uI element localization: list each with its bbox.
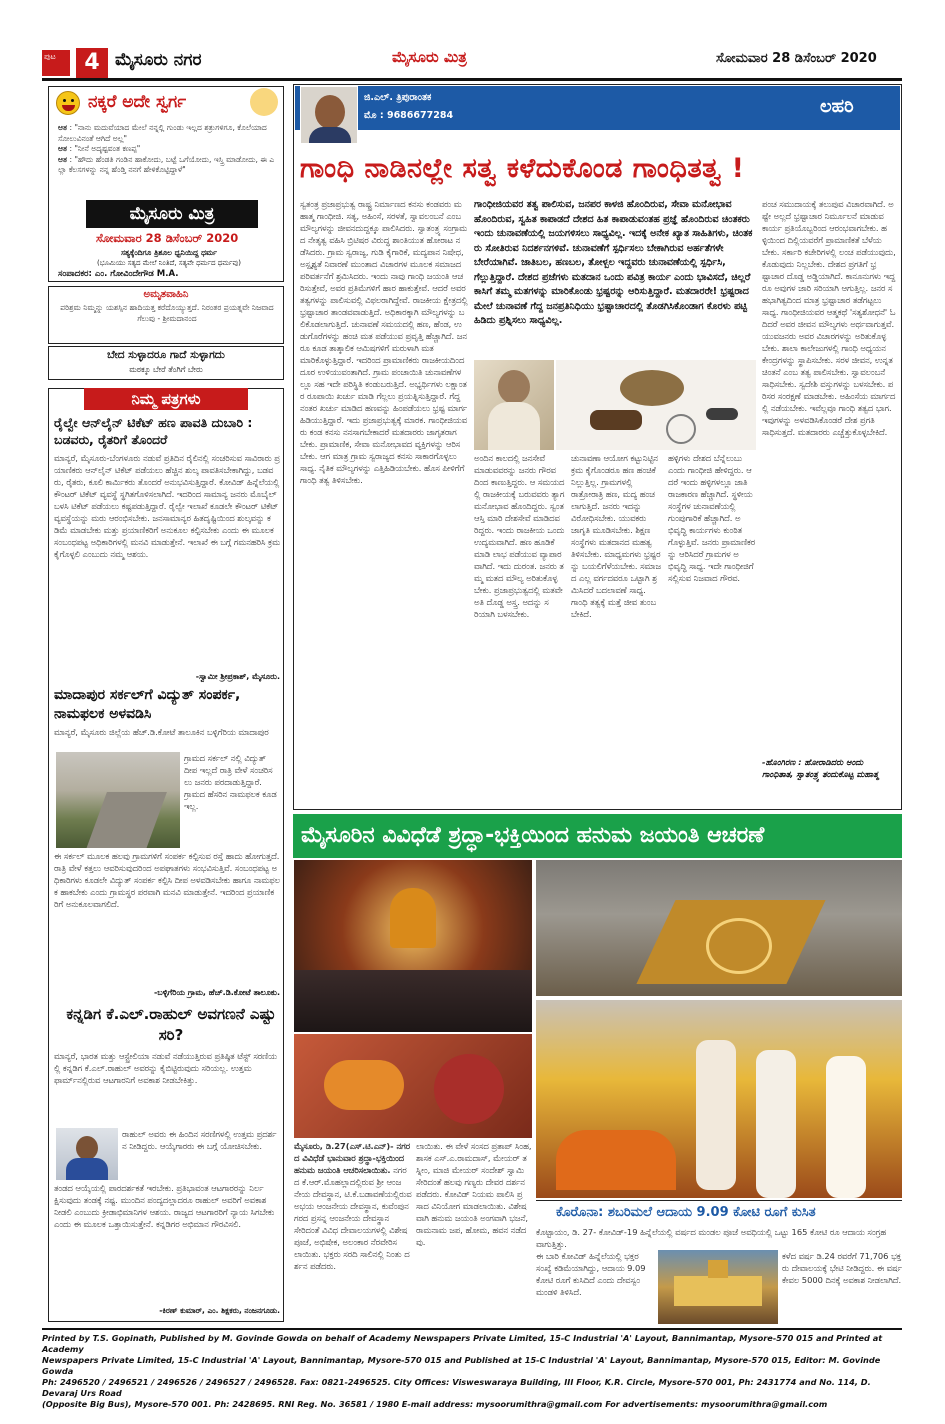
joke-list — [58, 123, 280, 177]
korona-col2: ಕಳೆದ ವರ್ಷ ಡಿ.24 ರವರೆಗೆ 71,706 ಭಕ್ತರು ದೇವಾಲಯಕ್ಕೆ ಭೇಟಿ ನೀಡಿದ್ದರು. ಈ ವರ್ಷ ಕೇವಲ 5000 ದಿನಕ್ಕೆ ಅವಕಾಶ ನೀಡಲಾಗಿದೆ. — [782, 1251, 902, 1285]
letter3-title: ಕನ್ನಡಿಗ ಕೆ.ಎಲ್.ರಾಹುಲ್ ಅವಗಣನೆ ಎಷ್ಟು ಸರಿ? — [66, 1005, 276, 1044]
rangoli-photo — [536, 860, 902, 996]
editor-line: ಸಂಪಾದಕರ: ಎಂ. ಗೋವಿಂದೇಗೌಡ M.A. — [58, 269, 179, 279]
letter1-sign: -ಸ್ವಾಮೀ ಶ್ರೀಪ್ರಕಾಶ್, ಮೈಸೂರು. — [195, 672, 280, 681]
author-phone: ಮೊ : 9686677284 — [364, 110, 454, 121]
lahari-col1: ಸ್ವತಂತ್ರ ಪ್ರಜಾಪ್ರಭುತ್ವ ರಾಷ್ಟ್ರ ನಿರ್ಮಾಣದ ಕನಸು ಕಂಡವರು ಮಹಾತ್ಮ ಗಾಂಧೀಜಿ. ಸತ್ಯ, ಅಹಿಂಸೆ, ಸರಳತೆ, ಸ್ವಾವಲಂಬನೆ ಎಂಬ ಮೌಲ್ಯಗಳನ್ನು ಜೀವನದುದ್ದಕ್ಕೂ ಪಾಲಿಸಿದರು. ಸ್ವಾತಂತ್ರ್ಯ ಸಂಗ್ರಾಮದ ನೇತೃತ್ವ ವಹಿಸಿ ಬ್ರಿಟಿಷರ ವಿರುದ್ಧ ಶಾಂತಿಯುತ ಹೋರಾಟ ನಡೆಸಿದರು. ಗ್ರಾಮ ಸ್ವರಾಜ್ಯ, ಗುಡಿ ಕೈಗಾರಿಕೆ, ಮದ್ಯಪಾನ ನಿಷೇಧ, ಅಸ್ಪೃಶ್ಯತೆ ನಿವಾರಣೆ ಮುಂತಾದ ವಿಚಾರಗಳ ಮೂಲಕ ಸಮಾಜದ ಪರಿವರ್ತನೆಗೆ ಶ್ರಮಿಸಿದರು. ಇಂದು ನಾವು ಗಾಂಧಿ ಜಯಂತಿ ಆಚರಿಸುತ್ತೇವೆ, ಅವರ ಪ್ರತಿಮೆಗಳಿಗೆ ಹಾರ ಹಾಕುತ್ತೇವೆ. ಆದರೆ ಅವರ ತತ್ವಗಳನ್ನು ಪಾಲಿಸುವಲ್ಲಿ ವಿಫಲರಾಗಿದ್ದೇವೆ. ರಾಜಕೀಯ ಕ್ಷೇತ್ರದಲ್ಲಿ ಭ್ರಷ್ಟಾಚಾರ ತಾಂಡವವಾಡುತ್ತಿದೆ. ಅಧಿಕಾರಕ್ಕಾಗಿ ಮೌಲ್ಯಗಳನ್ನು ಬಲಿಕೊಡಲಾಗುತ್ತಿದೆ. ಚುನಾವಣೆ ಸಮಯದಲ್ಲಿ ಹಣ, ಹೆಂಡ, ಉಡುಗೊರೆಗಳನ್ನು ಹಂಚಿ ಮತ ಪಡೆಯುವ ಪ್ರವೃತ್ತಿ ಹೆಚ್ಚಾಗಿದೆ. ಜನರೂ ಕೂಡ ತಾತ್ಕಾಲಿಕ ಆಮಿಷಗಳಿಗೆ ಮರುಳಾಗಿ ಮತ ಮಾರಿಕೊಳ್ಳುತ್ತಿದ್ದಾರೆ. ಇದರಿಂದ ಪ್ರಾಮಾಣಿಕರು ರಾಜಕೀಯದಿಂದ ದೂರ ಉಳಿಯುವಂತಾಗಿದೆ. ಗ್ರಾಮ ಪಂಚಾಯಿತಿ ಚುನಾವಣೆಗಳಲ್ಲೂ ಸಹ ಇದೇ ಪರಿಸ್ಥಿತಿ ಕಂಡುಬರುತ್ತಿದೆ. ಅಭ್ಯರ್ಥಿಗಳು ಲಕ್ಷಾಂತರ ರೂಪಾಯಿ ಖರ್ಚು ಮಾಡಿ ಗೆಲ್ಲಲು ಪ್ರಯತ್ನಿಸುತ್ತಿದ್ದಾರೆ. ಗೆದ್ದ ನಂತರ ಖರ್ಚು ಮಾಡಿದ ಹಣವನ್ನು ಹಿಂಪಡೆಯಲು ಭ್ರಷ್ಟ ಮಾರ್ಗ ಹಿಡಿಯುತ್ತಿದ್ದಾರೆ. ಇದು ಪ್ರಜಾಪ್ರಭುತ್ವಕ್ಕೆ ಮಾರಕ. ಗಾಂಧೀಜಿಯವರು ಕಂಡ ಕನಸು ನನಸಾಗಬೇಕಾದರೆ ಮತದಾರರು ಜಾಗೃತರಾಗಬೇಕು. ಪ್ರಾಮಾಣಿಕ, ಸೇವಾ ಮನೋಭಾವದ ವ್ಯಕ್ತಿಗಳನ್ನು ಆರಿಸಬೇಕು. ಆಗ ಮಾತ್ರ ಗ್ರಾಮ ಸ್ವರಾಜ್ಯದ ಕನಸು ಸಾಕಾರಗೊಳ್ಳಲು ಸಾಧ್ಯ. ನೈತಿಕ ಮೌಲ್ಯಗಳನ್ನು ಎತ್ತಿಹಿಡಿಯಬೇಕು. ಹೊಸ ಪೀಳಿಗೆಗೆ ಗಾಂಧಿ ತತ್ವ ತಿಳಿಸಬೇಕು. — [300, 199, 468, 485]
masthead-logo: ಮೈಸೂರು ಮಿತ್ರ — [86, 200, 258, 228]
signoff-label: -ಹೊಂಗಿರಣ : — [762, 757, 802, 767]
joke-line: ಆತ : "ನಾನು ಮದುವೆಯಾದ ಮೇಲೆ ನನ್ನಲ್ಲಿ ಗುಂಡು ಇಲ್ಲದ ಶತ್ರುಗಳಿಗೂ, ಕೊಲೆಯಾದ ಸೋಲುವಿನಂತೆ ಆಗಿದೆ ಅಲ್ಲ" — [58, 123, 267, 143]
letters-title: ನಿಮ್ಮ ಪತ್ರಗಳು — [84, 388, 248, 410]
hanuma-col2: ಲಾಯಿತು. ಈ ವೇಳೆ ಸಂಸದ ಪ್ರತಾಪ್ ಸಿಂಹ, ಶಾಸಕ ಎಸ್.ಎ.ರಾಮದಾಸ್, ಮೇಯರ್ ತಸ್ನೀಂ, ಮಾಜಿ ಮೇಯರ್ ಸಂದೇಶ್ ಸ್ವಾಮಿ ಸೇರಿದಂತೆ ಹಲವು ಗಣ್ಯರು ದೇವರ ದರ್ಶನ ಪಡೆದರು. ಕೋವಿಡ್ ನಿಯಮ ಪಾಲಿಸಿ ಪ್ರಸಾದ ವಿನಿಯೋಗ ಮಾಡಲಾಯಿತು. ವಿಶೇಷವಾಗಿ ಹನುಮ ಜಯಂತಿ ಅಂಗವಾಗಿ ಭಜನೆ, ರಾಮನಾಮ ಜಪ, ಹೋಮ, ಹವನ ನಡೆದವು. — [416, 1141, 532, 1247]
temple-photo — [294, 860, 532, 1032]
hanuma-col1: ಮೈಸೂರು, ಡಿ.27(ಎಸ್.ಟಿ.ಎನ್)- ನಗರದ ವಿವಿಧೆಡೆ ಭಾನುವಾರ ಶ್ರದ್ಧಾ-ಭಕ್ತಿಯಿಂದ ಹನುಮ ಜಯಂತಿ ಆಚರಿಸಲಾಯಿತು. ನಗರದ ಕೆ.ಆರ್.ಮೊಹಲ್ಲಾದಲ್ಲಿರುವ ಶ್ರೀ ಆಂಜನೇಯ ದೇವಸ್ಥಾನ, ಟಿ.ಕೆ.ಬಡಾವಣೆಯಲ್ಲಿರುವ ಅಭಯ ಆಂಜನೇಯ ದೇವಸ್ಥಾನ, ಕುವೆಂಪುನಗರದ ಪ್ರಸನ್ನ ಆಂಜನೇಯ ದೇವಸ್ಥಾನ ಸೇರಿದಂತೆ ವಿವಿಧ ದೇವಾಲಯಗಳಲ್ಲಿ ವಿಶೇಷ ಪೂಜೆ, ಅಭಿಷೇಕ, ಅಲಂಕಾರ ನೆರವೇರಿಸಲಾಯಿತು. ಭಕ್ತರು ಸರದಿ ಸಾಲಿನಲ್ಲಿ ನಿಂತು ದರ್ಶನ ಪಡೆದರು. — [294, 1141, 412, 1271]
letter2-sign: -ಬಳ್ಳಿಗೆರಿಯ ಗ್ರಾಮ, ಹೆಚ್.ಡಿ.ಕೋಟೆ ತಾಲೂಕು. — [153, 988, 280, 997]
masthead-sub2: (ಭೂಮಿಯು ಸತ್ಯದ ಮೇಲೆ ನಿಂತಿದೆ, ಸತ್ಯವೇ ಧರ್ಮದ ಧರ್ಮವು) — [97, 259, 241, 267]
road-photo — [56, 752, 180, 848]
masthead-center: ಮೈಸೂರು ಮಿತ್ರ — [392, 48, 467, 66]
letter3-side: ರಾಹುಲ್ ಅವರು ಈ ಹಿಂದಿನ ಸರಣಿಗಳಲ್ಲಿ ಉತ್ತಮ ಪ್ರದರ್ಶನ ನೀಡಿದ್ದರು. ಆಯ್ಕೆಗಾರರು ಈ ಬಗ್ಗೆ ಯೋಚಿಸಬೇಕು. — [122, 1129, 277, 1151]
letter2-side: ಗ್ರಾಮದ ಸರ್ಕಲ್ ನಲ್ಲಿ ವಿದ್ಯುತ್ ದೀಪ ಇಲ್ಲದೆ ರಾತ್ರಿ ವೇಳೆ ಸಂಚರಿಸಲು ಜನರು ಪರದಾಡುತ್ತಿದ್ದಾರೆ. ಗ್ರಾಮದ ಹೆಸರಿನ ನಾಮಫಲಕ ಕೂಡ ಇಲ್ಲ. — [184, 753, 277, 811]
hanuma-banner: ಮೈಸೂರಿನ ವಿವಿಧೆಡೆ ಶ್ರದ್ಧಾ-ಭಕ್ತಿಯಿಂದ ಹನುಮ ಜಯಂತಿ ಆಚರಣೆ — [293, 814, 902, 858]
pooja-photo — [294, 1034, 532, 1138]
column-name: ಲಹರಿ — [820, 96, 854, 117]
letter2-intro: ಮಾನ್ಯರೆ, ಮೈಸೂರು ಜಿಲ್ಲೆಯ ಹೆಚ್.ಡಿ.ಕೋಟೆ ತಾಲೂಕಿನ ಬಳ್ಳಿಗೆರಿಯ ಮಾದಾಪುರ — [54, 727, 269, 737]
lahari-col4: ಹಳ್ಳಿಗಳು ದೇಶದ ಬೆನ್ನೆಲುಬು ಎಂದು ಗಾಂಧೀಜಿ ಹೇಳಿದ್ದರು. ಆದರೆ ಇಂದು ಹಳ್ಳಿಗಳಲ್ಲೂ ಜಾತಿ ರಾಜಕಾರಣ ಹೆಚ್ಚಾಗಿದೆ. ಸ್ಥಳೀಯ ಸಂಸ್ಥೆಗಳ ಚುನಾವಣೆಯಲ್ಲಿ ಗುಂಪುಗಾರಿಕೆ ಹೆಚ್ಚಾಗಿದೆ. ಅಭಿವೃದ್ಧಿ ಕಾರ್ಯಗಳು ಕುಂಠಿತಗೊಳ್ಳುತ್ತಿವೆ. ಜನರು ಪ್ರಾಮಾಣಿಕರನ್ನು ಆರಿಸಿದರೆ ಗ್ರಾಮಗಳ ಅಭಿವೃದ್ಧಿ ಸಾಧ್ಯ. ಇದೇ ಗಾಂಧೀಜಿಗೆ ಸಲ್ಲಿಸುವ ನಿಜವಾದ ಗೌರವ. — [668, 453, 756, 583]
lahari-col3: ಚುನಾವಣಾ ಆಯೋಗ ಕಟ್ಟುನಿಟ್ಟಿನ ಕ್ರಮ ಕೈಗೊಂಡರೂ ಹಣ ಹಂಚಿಕೆ ನಿಲ್ಲುತ್ತಿಲ್ಲ. ಗ್ರಾಮಗಳಲ್ಲಿ ರಾತ್ರೋರಾತ್ರಿ ಹಣ, ಮದ್ಯ ಹಂಚಲಾಗುತ್ತಿದೆ. ಜನರು ಇದನ್ನು ವಿರೋಧಿಸಬೇಕು. ಯುವಕರು ಜಾಗೃತಿ ಮೂಡಿಸಬೇಕು. ಶಿಕ್ಷಣ ಸಂಸ್ಥೆಗಳು ಮತದಾನದ ಮಹತ್ವ ತಿಳಿಸಬೇಕು. ಮಾಧ್ಯಮಗಳು ಭ್ರಷ್ಟರನ್ನು ಬಯಲಿಗೆಳೆಯಬೇಕು. ಸಮಾಜದ ಎಲ್ಲ ವರ್ಗದವರೂ ಒಟ್ಟಾಗಿ ಶ್ರಮಿಸಿದರೆ ಬದಲಾವಣೆ ಸಾಧ್ಯ. ಗಾಂಧಿ ತತ್ವಕ್ಕೆ ಮತ್ತೆ ಜೀವ ತುಂಬಬೇಕಿದೆ. — [571, 453, 661, 619]
letter2-body: ಈ ಸರ್ಕಲ್ ಮೂಲಕ ಹಲವು ಗ್ರಾಮಗಳಿಗೆ ಸಂಪರ್ಕ ಕಲ್ಪಿಸುವ ರಸ್ತೆ ಹಾದು ಹೋಗುತ್ತದೆ. ರಾತ್ರಿ ವೇಳೆ ಕತ್ತಲು ಆವರಿಸುವುದರಿಂದ ಅಪಘಾತಗಳು ಸಂಭವಿಸುತ್ತಿವೆ. ಸಂಬಂಧಪಟ್ಟ ಅಧಿಕಾರಿಗಳು ಕೂಡಲೇ ವಿದ್ಯುತ್ ಸಂಪರ್ಕ ಕಲ್ಪಿಸಿ ದೀಪ ಅಳವಡಿಸಬೇಕು ಹಾಗೂ ನಾಮಫಲಕ ಹಾಕಬೇಕು ಎಂದು ಗ್ರಾಮಸ್ಥರ ಪರವಾಗಿ ಮನವಿ ಮಾಡುತ್ತೇನೆ. ಇದರಿಂದ ಪ್ರಯಾಣಿಕರಿಗೆ ಅನುಕೂಲವಾಗಲಿದೆ. — [54, 851, 280, 909]
imprint-line: Newspapers Private Limited, 15-C Industrial 'A' Layout, Bannimantap, Mysore-570 015 and Published at 15-C Industrial 'A' Layout, Bannimantap, Mysore-570 015, Editor: M. Govinde Gowda — [42, 1355, 881, 1376]
header-date: ಸೋಮವಾರ 28 ಡಿಸೆಂಬರ್ 2020 — [716, 51, 877, 66]
header-rule — [42, 78, 902, 81]
sabarimala-photo — [658, 1250, 778, 1324]
joke-line: ಆತ : "ನೀನೆ ಅದೃಷ್ಟವಂತ ಕಣಪ್ಪ" — [58, 144, 141, 153]
masthead-sub1: ಸತ್ಯಕ್ಕೆಂದಿಗೂ ತ್ರಿಶೂಲ ಧ್ವನಿಯಿದ್ದ ಧರ್ಮ — [120, 248, 218, 257]
korona-dateline: ಕೊಟ್ಟಾಯಂ, ಡಿ. 27- ಕೋವಿಡ್-19 ಹಿನ್ನೆಲೆಯಲ್ಲಿ ವರ್ಷದ ಮಂಡಲ ಪೂಜೆ ಅವಧಿಯಲ್ಲಿ ಒಟ್ಟು 165 ಕೋಟಿ ರೂ ಆದಾಯ ಸಂಗ್ರಹವಾಗುತ್ತಿತ್ತು. — [536, 1227, 887, 1249]
joke-line: ಆತ : "ಹೌದು ಹೆಂಡತಿ ಗಂಡಿನ ಹಾಕೋದು, ಬಟ್ಟೆ ಒಗೆಯೋದು, ಇಸ್ತ್ರಿ ಮಾಡೋದು, ಈ ಎಲ್ಲಾ ಕೆಲಸಗಳನ್ನು ನನ್ನ ಹೆಂಡ್ತಿ ನನಗೆ ಹೇಳಿಕೊಟ್ಟಿದ್ದಾಳೆ" — [58, 154, 275, 174]
proverb: ಬೇದ ಸುಳ್ಳಾದರೂ ಗಾದೆ ಸುಳ್ಳಾಗದು — [107, 349, 225, 361]
lahari-headline: ಗಾಂಧಿ ನಾಡಿನಲ್ಲೇ ಸತ್ವ ಕಳೆದುಕೊಂಡ ಗಾಂಧಿತತ್ವ ! — [300, 153, 745, 184]
amrutha-text: ಪರಿಶ್ರಮ ನಿಮ್ಮನ್ನು ಯಶಸ್ಸಿನ ಹಾದಿಯತ್ತ ಕರೆದೊಯ್ಯುತ್ತದೆ. ನಿರಂತರ ಪ್ರಯತ್ನವೇ ನಿಜವಾದ ಗೆಲುವು - ಶ್ರೀಮದಾನಂದ — [60, 303, 274, 323]
page-word: ಪುಟ — [44, 52, 56, 61]
section-title: ಮೈಸೂರು ನಗರ — [115, 50, 202, 70]
cartoon-icon — [250, 88, 278, 116]
imprint-line: Printed by T.S. Gopinath, Published by M. Govinde Gowda on behalf of Academy Newspapers Private Limited, 15-C Industrial 'A' Layout, Bannimantap, Mysore-570 015 and Printed at Academy — [42, 1333, 883, 1354]
korona-title: ಕೊರೊನಾ: ಶಬರಿಮಲೆ ಆದಾಯ 9.09 ಕೋಟಿ ರೂಗೆ ಕುಸಿತ — [536, 1200, 902, 1224]
nakkare-title: ನಕ್ಕರೆ ಅದೇ ಸ್ವರ್ಗ — [88, 92, 187, 112]
laughing-face-icon — [56, 91, 80, 115]
letter3-sign: -ಕಿರಣ್ ಕುಮಾರ್, ಎಂ. ಶಿಕ್ಷಕರು, ನಂಜನಗೂಡು. — [159, 1306, 280, 1315]
korona-col1: ಈ ಬಾರಿ ಕೋವಿಡ್ ಹಿನ್ನೆಲೆಯಲ್ಲಿ ಭಕ್ತರ ಸಂಖ್ಯೆ ಕಡಿಮೆಯಾಗಿದ್ದು, ಆದಾಯ 9.09 ಕೋಟಿ ರೂಗೆ ಕುಸಿದಿದೆ ಎಂದು ದೇವಸ್ವಂ ಮಂಡಳಿ ತಿಳಿಸಿದೆ. — [536, 1251, 646, 1297]
gandhi-photo — [474, 360, 554, 450]
imprint-line: Ph: 2496520 / 2496521 / 2496526 / 2496527 / 2496528. Fax: 0821-2496525. City Offices: Visweswaraya Building, III Floor, K.R. Circle, Mysore-570 001, Ph: 2431774 and No. 114, D. Devaraj Urs Road — [42, 1377, 871, 1398]
lahari-signoff — [762, 756, 896, 780]
imprint-line: (Opposite Big Bus), Mysore-570 001. Ph: 2428695. RNI Reg. No. 36581 / 1980 E-mail address: mysoorumithra@gmail.com For advertisements: mysoorumithra@gmail.com — [42, 1399, 828, 1409]
homa-photo — [536, 1000, 902, 1198]
author-photo — [300, 86, 358, 144]
signoff-text: ಹೋರಾಡಿದರು ಅಂದು ಗಾಂಧಿತಾತ, ಸ್ವಾತಂತ್ರ್ಯ ತಂದುಕೊಟ್ಟ ಮಹಾತ್ಮ — [762, 757, 879, 779]
letter1-title: ರೈಲ್ವೇ ಆನ್‌ಲೈನ್ ಟಿಕೆಟ್ ಹಣ ಪಾವತಿ ದುಬಾರಿ : ಬಡವರು, ರೈತರಿಗೆ ತೊಂದರೆ — [54, 415, 253, 447]
letter1-body: ಮಾನ್ಯರೆ, ಮೈಸೂರು-ಬೆಂಗಳೂರು ನಡುವೆ ಪ್ರತಿದಿನ ರೈಲಿನಲ್ಲಿ ಸಂಚರಿಸುವ ಸಾವಿರಾರು ಪ್ರಯಾಣಿಕರು ಆನ್‌ಲೈನ್ ಟಿಕೆಟ್ ಪಡೆಯಲು ಹೆಚ್ಚಿನ ಶುಲ್ಕ ಪಾವತಿಸಬೇಕಾಗಿದ್ದು, ಬಡವರು, ರೈತರು, ಕೂಲಿ ಕಾರ್ಮಿಕರು ತೊಂದರೆ ಅನುಭವಿಸುತ್ತಿದ್ದಾರೆ. ಕೋವಿಡ್ ಹಿನ್ನೆಲೆಯಲ್ಲಿ ಕೌಂಟರ್ ಟಿಕೆಟ್ ವ್ಯವಸ್ಥೆ ಸ್ಥಗಿತಗೊಳಿಸಲಾಗಿದೆ. ಇದರಿಂದ ಸಾಮಾನ್ಯ ಜನರು ಮೊಬೈಲ್ ಬಳಸಿ ಟಿಕೆಟ್ ಪಡೆಯಲು ಕಷ್ಟಪಡುತ್ತಿದ್ದಾರೆ. ರೈಲ್ವೇ ಇಲಾಖೆ ಕೂಡಲೇ ಕೌಂಟರ್ ಟಿಕೆಟ್ ವ್ಯವಸ್ಥೆಯನ್ನು ಮರು ಆರಂಭಿಸಬೇಕು. ಜನಸಾಮಾನ್ಯರ ಹಿತದೃಷ್ಟಿಯಿಂದ ಶುಲ್ಕವನ್ನು ಕಡಿಮೆ ಮಾಡಬೇಕು ಮತ್ತು ಪ್ರಯಾಣಿಕರಿಗೆ ಅನುಕೂಲ ಕಲ್ಪಿಸಬೇಕು ಎಂದು ಈ ಮೂಲಕ ಸಂಬಂಧಪಟ್ಟ ಅಧಿಕಾರಿಗಳಲ್ಲಿ ಮನವಿ ಮಾಡುತ್ತೇನೆ. ಇಲಾಖೆ ಈ ಬಗ್ಗೆ ಗಮನಹರಿಸಿ ಕ್ರಮ ಕೈಗೊಳ್ಳಲಿ ಎಂಬುದು ನಮ್ಮ ಆಶಯ. — [54, 453, 280, 559]
author-name: ಜಿ.ಎಲ್. ತ್ರಿಪುರಾಂತಕ — [364, 92, 432, 103]
lahari-col2: ಅಂದಿನ ಕಾಲದಲ್ಲಿ ಜನಸೇವೆ ಮಾಡುವವರನ್ನು ಜನರು ಗೌರವದಿಂದ ಕಾಣುತ್ತಿದ್ದರು. ಆ ಸಮಯದಲ್ಲಿ ರಾಜಕೀಯಕ್ಕೆ ಬರುವವರು ತ್ಯಾಗ ಮನೋಭಾವ ಹೊಂದಿದ್ದರು. ಸ್ವಂತ ಆಸ್ತಿ ಮಾರಿ ದೇಶಸೇವೆ ಮಾಡಿದವರಿದ್ದರು. ಇಂದು ರಾಜಕೀಯ ಒಂದು ಉದ್ಯಮವಾಗಿದೆ. ಹಣ ಹೂಡಿಕೆ ಮಾಡಿ ಲಾಭ ಪಡೆಯುವ ವ್ಯಾಪಾರವಾಗಿದೆ. ಇದು ದುರಂತ. ಜನರು ತಮ್ಮ ಮತದ ಮೌಲ್ಯ ಅರಿತುಕೊಳ್ಳಬೇಕು. ಪ್ರಜಾಪ್ರಭುತ್ವದಲ್ಲಿ ಮತವೇ ಅತಿ ದೊಡ್ಡ ಅಸ್ತ್ರ. ಅದನ್ನು ಸರಿಯಾಗಿ ಬಳಸಬೇಕು. — [474, 453, 565, 619]
rahul-photo — [56, 1128, 118, 1180]
lahari-col5: ಪಂಚ ಸಮುದಾಯಕ್ಕೆ ತಲುಪುವ ವಿಚಾರವಾಗಿದೆ. ಅಷ್ಟೇ ಅಲ್ಲದೆ ಭ್ರಷ್ಟಾಚಾರ ನಿರ್ಮೂಲನೆ ಮಾಡುವ ಕಾರ್ಯ ಪ್ರತಿಯೊಬ್ಬರಿಂದ ಆರಂಭವಾಗಬೇಕು. ಹಳ್ಳಿಯಿಂದ ದಿಲ್ಲಿಯವರೆಗೆ ಪ್ರಾಮಾಣಿಕತೆ ಬೆಳೆಯಬೇಕು. ಸರ್ಕಾರಿ ಕಚೇರಿಗಳಲ್ಲಿ ಲಂಚ ಪಡೆಯುವುದು, ಕೊಡುವುದು ನಿಲ್ಲಬೇಕು. ದೇಶದ ಪ್ರಗತಿಗೆ ಭ್ರಷ್ಟಾಚಾರ ದೊಡ್ಡ ಅಡ್ಡಿಯಾಗಿದೆ. ಕಾನೂನುಗಳು ಇದ್ದರೂ ಅವುಗಳ ಜಾರಿ ಸರಿಯಾಗಿ ಆಗುತ್ತಿಲ್ಲ. ಜನರ ಸಹಭಾಗಿತ್ವದಿಂದ ಮಾತ್ರ ಭ್ರಷ್ಟಾಚಾರ ತಡೆಗಟ್ಟಲು ಸಾಧ್ಯ. ಗಾಂಧೀಜಿಯವರ ಆತ್ಮಕಥೆ 'ಸತ್ಯಶೋಧನೆ' ಓದಿದರೆ ಅವರ ಜೀವನ ಮೌಲ್ಯಗಳು ಅರ್ಥವಾಗುತ್ತವೆ. ಯುವಜನರು ಅವರ ವಿಚಾರಗಳನ್ನು ಅರಿತುಕೊಳ್ಳಬೇಕು. ಶಾಲಾ ಕಾಲೇಜುಗಳಲ್ಲಿ ಗಾಂಧಿ ಅಧ್ಯಯನ ಕೇಂದ್ರಗಳನ್ನು ಸ್ಥಾಪಿಸಬೇಕು. ಸರಳ ಜೀವನ, ಉನ್ನತ ಚಿಂತನೆ ಎಂಬ ತತ್ವ ಪಾಲಿಸಬೇಕು. ಸ್ವಾವಲಂಬನೆ ಸಾಧಿಸಬೇಕು. ಸ್ವದೇಶಿ ವಸ್ತುಗಳನ್ನು ಬಳಸಬೇಕು. ಪರಿಸರ ಸಂರಕ್ಷಣೆ ಮಾಡಬೇಕು. ಅಹಿಂಸೆಯ ಮಾರ್ಗದಲ್ಲಿ ನಡೆಯಬೇಕು. ಇವೆಲ್ಲವೂ ಗಾಂಧಿ ತತ್ವದ ಭಾಗ. ಇವುಗಳನ್ನು ಅಳವಡಿಸಿಕೊಂಡರೆ ದೇಶ ಪ್ರಗತಿ ಸಾಧಿಸುತ್ತದೆ. ಮತದಾರರು ಎಚ್ಚೆತ್ತುಕೊಳ್ಳಬೇಕಿದೆ. — [762, 199, 896, 437]
masthead-date: ಸೋಮವಾರ 28 ಡಿಸೆಂಬರ್ 2020 — [96, 231, 239, 245]
gandhi-items-photo — [556, 360, 756, 450]
imprint-footer — [42, 1328, 902, 1409]
lahari-lead: ಗಾಂಧೀಜಿಯವರ ತತ್ವ ಪಾಲಿಸುವ, ಜನಪರ ಕಾಳಜಿ ಹೊಂದಿರುವ, ಸೇವಾ ಮನೋಭಾವ ಹೊಂದಿರುವ, ಸ್ವಹಿತ ಕಾಪಾಡದೆ ದೇಶದ ಹಿತ ಕಾಪಾಡುವಂತಹ ಪ್ರಜ್ಞೆ ಹೊಂದಿರುವ ಚಿಂತಕರು ಇಂದು ಚುನಾವಣೆಯಲ್ಲಿ ಜಯಗಳಿಸಲು ಸಾಧ್ಯವಿಲ್ಲ. ಇದಕ್ಕೆ ಅನೇಕ ಖ್ಯಾತ ಸಾಹಿತಿಗಳು, ಚಿಂತಕರು ಸೋತಿರುವ ನಿದರ್ಶನಗಳಿವೆ. ಚುನಾವಣೆಗೆ ಸ್ಪರ್ಧಿಸಲು ಬೇಕಾಗಿರುವ ಅರ್ಹತೆಗಳೇ ಬೇರೆಯಾಗಿವೆ. ಜಾತಿಬಲ, ಹಣಬಲ, ತೋಳ್ಬಲ ಇದ್ದವರು ಚುನಾವಣೆಯಲ್ಲಿ ಸ್ಪರ್ಧಿಸಿ, ಗೆಲ್ಲುತ್ತಿದ್ದಾರೆ. ದೇಶದ ಪ್ರಜೆಗಳು ಮತದಾನ ಒಂದು ಪವಿತ್ರ ಕಾರ್ಯ ಎಂದು ಭಾವಿಸದೆ, ಚಿಲ್ಲರೆ ಕಾಸಿಗೆ ತಮ್ಮ ಮತಗಳನ್ನು ಮಾರಿಕೊಂಡು ಭ್ರಷ್ಟರನ್ನು ಆರಿಸುತ್ತಿದ್ದಾರೆ. ಮತದಾರರೇ! ಭ್ರಷ್ಟರಾದ ಮೇಲೆ ಚುನಾವಣೆ ಗೆದ್ದ ಜನಪ್ರತಿನಿಧಿಯು ಭ್ರಷ್ಟಾಚಾರದಲ್ಲಿ ತೊಡಗಿಸಿಕೊಂಡಾಗ ಕೊರಳು ಪಟ್ಟಿ ಹಿಡಿದು ಪ್ರಶ್ನಿಸಲು ಸಾಧ್ಯವಿಲ್ಲ. — [474, 199, 753, 326]
proverb-sub: ಮಠಕ್ಕೂ ಬೇರೆ ತೆಂಗಿಗೆ ಬೇರು — [129, 365, 203, 374]
letter3-body: ತಂಡದ ಆಯ್ಕೆಯಲ್ಲಿ ಪಾರದರ್ಶಕತೆ ಇರಬೇಕು. ಪ್ರತಿಭಾವಂತ ಆಟಗಾರರನ್ನು ನಿರ್ಲಕ್ಷಿಸುವುದು ತಂಡಕ್ಕೆ ನಷ್ಟ. ಮುಂದಿನ ಪಂದ್ಯದಲ್ಲಾದರೂ ರಾಹುಲ್ ಅವರಿಗೆ ಅವಕಾಶ ನೀಡಲಿ ಎಂಬುದು ಕ್ರೀಡಾಭಿಮಾನಿಗಳ ಆಶಯ. ರಾಜ್ಯದ ಆಟಗಾರರಿಗೆ ನ್ಯಾಯ ಸಿಗಬೇಕು ಎಂದು ಈ ಮೂಲಕ ಒತ್ತಾಯಿಸುತ್ತೇನೆ. ಕನ್ನಡಿಗರ ಅಭಿಮಾನ ಗೌರವಿಸಲಿ. — [54, 1183, 275, 1229]
letter2-title: ಮಾದಾಪುರ ಸರ್ಕಲ್‌ಗೆ ವಿದ್ಯುತ್ ಸಂಪರ್ಕ, ನಾಮಫಲಕ ಅಳವಡಿಸಿ — [54, 687, 241, 722]
letter3-intro: ಮಾನ್ಯರೆ, ಭಾರತ ಮತ್ತು ಆಸ್ಟ್ರೇಲಿಯಾ ನಡುವೆ ನಡೆಯುತ್ತಿರುವ ಪ್ರತಿಷ್ಠಿತ ಟೆಸ್ಟ್ ಸರಣಿಯಲ್ಲಿ ಕನ್ನಡಿಗ ಕೆ.ಎಲ್.ರಾಹುಲ್ ಅವರನ್ನು ಕೈಬಿಟ್ಟಿರುವುದು ಸರಿಯಲ್ಲ. ಉತ್ತಮ ಫಾರ್ಮ್‌ನಲ್ಲಿರುವ ಆಟಗಾರನಿಗೆ ಅವಕಾಶ ನೀಡಬೇಕಿತ್ತು. — [54, 1051, 277, 1085]
page-label-box — [42, 50, 70, 76]
page-number: 4 — [76, 48, 108, 78]
amrutha-title: ಅಮೃತವಾಹಿನಿ — [143, 289, 189, 300]
